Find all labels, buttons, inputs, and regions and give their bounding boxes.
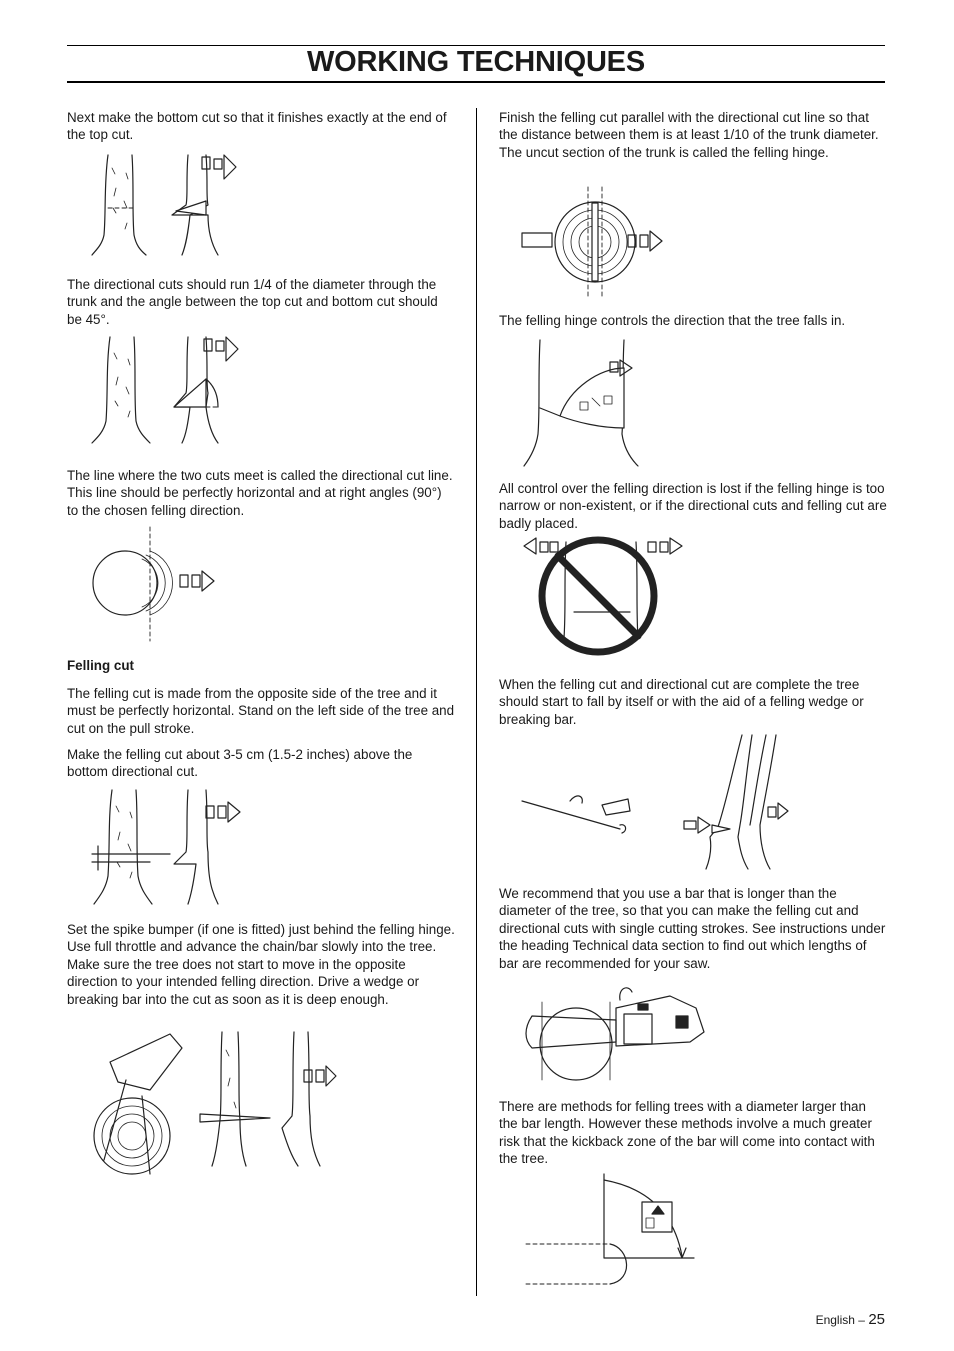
column-divider (476, 108, 477, 1296)
text-spike-bumper: Set the spike bumper (if one is fitted) just behind the felling hinge. Use full throttle and advance the chain/bar slowly into the tree. Make sure the tree does not start to move in the opposite direction to your intended felling direction. Drive a wedge or breaking bar into the cut as soon as it is deep enough. (67, 922, 455, 1007)
figure-felling-cut-height (90, 788, 250, 908)
text-bar-length: We recommend that you use a bar that is longer than the diameter of the tree, so that you can make the felling cut and directional cuts with single cutting strokes. See instructions under the heading Technical data section to find out which lengths of bar are recommended for your saw. (499, 886, 886, 971)
heading-felling-cut: Felling cut (67, 658, 134, 673)
text-felling-cut-2: Make the felling cut about 3-5 cm (1.5-2 inches) above the bottom directional cut. (67, 747, 413, 780)
figure-wedge-breaking-bar (520, 733, 800, 873)
header-bottom-rule (67, 81, 885, 83)
footer-dash: – (858, 1313, 865, 1327)
page-title: WORKING TECHNIQUES (307, 46, 645, 78)
text-wedge: When the felling cut and directional cut are complete the tree should start to fall by itself or with the aid of a felling wedge or breaking bar. (499, 677, 864, 727)
figure-wrong-cuts-prohibited (520, 538, 685, 658)
text-directional-line: The line where the two cuts meet is called the directional cut line. This line should be perfectly horizontal and at right angles (90°) to the chosen felling direction. (67, 468, 453, 518)
text-bottom-cut: Next make the bottom cut so that it finishes exactly at the end of the top cut. (67, 110, 447, 143)
text-felling-hinge: Finish the felling cut parallel with the directional cut line so that the distance between them is at least 1/10 of the trunk diameter. The uncut section of the trunk is called the felling hinge. (499, 110, 879, 160)
page-footer (816, 1311, 885, 1328)
text-hinge-controls: The felling hinge controls the direction that the tree falls in. (499, 313, 846, 328)
figure-directional-angle (90, 335, 250, 447)
figure-bottom-cut (90, 153, 250, 258)
page-number: 25 (868, 1311, 885, 1328)
figure-chainsaw-bar-length (520, 978, 710, 1088)
figure-hinge-top-view (520, 185, 670, 300)
figure-chainsaw-felling (90, 1030, 340, 1175)
footer-language: English (815, 1313, 855, 1327)
figure-hinge-side-view (520, 338, 650, 468)
figure-directional-line-top-view (90, 525, 220, 643)
text-directional-cuts: The directional cuts should run 1/4 of the diameter through the trunk and the angle between the top cut and bottom cut should be 45°. (67, 277, 438, 327)
figure-kickback-zone (520, 1172, 700, 1292)
text-felling-cut-1: The felling cut is made from the opposite side of the tree and it must be perfectly horizontal. Stand on the left side of the tree and cut on the pull stroke. (67, 686, 455, 736)
text-large-diameter: There are methods for felling trees with a diameter larger than the bar length. However these methods involve a much greater risk that the kickback zone of the bar will come into contact with the tree. (499, 1099, 875, 1167)
text-control-lost: All control over the felling direction is lost if the felling hinge is too narrow or non-existent, or if the directional cuts and felling cut are badly placed. (499, 481, 887, 531)
